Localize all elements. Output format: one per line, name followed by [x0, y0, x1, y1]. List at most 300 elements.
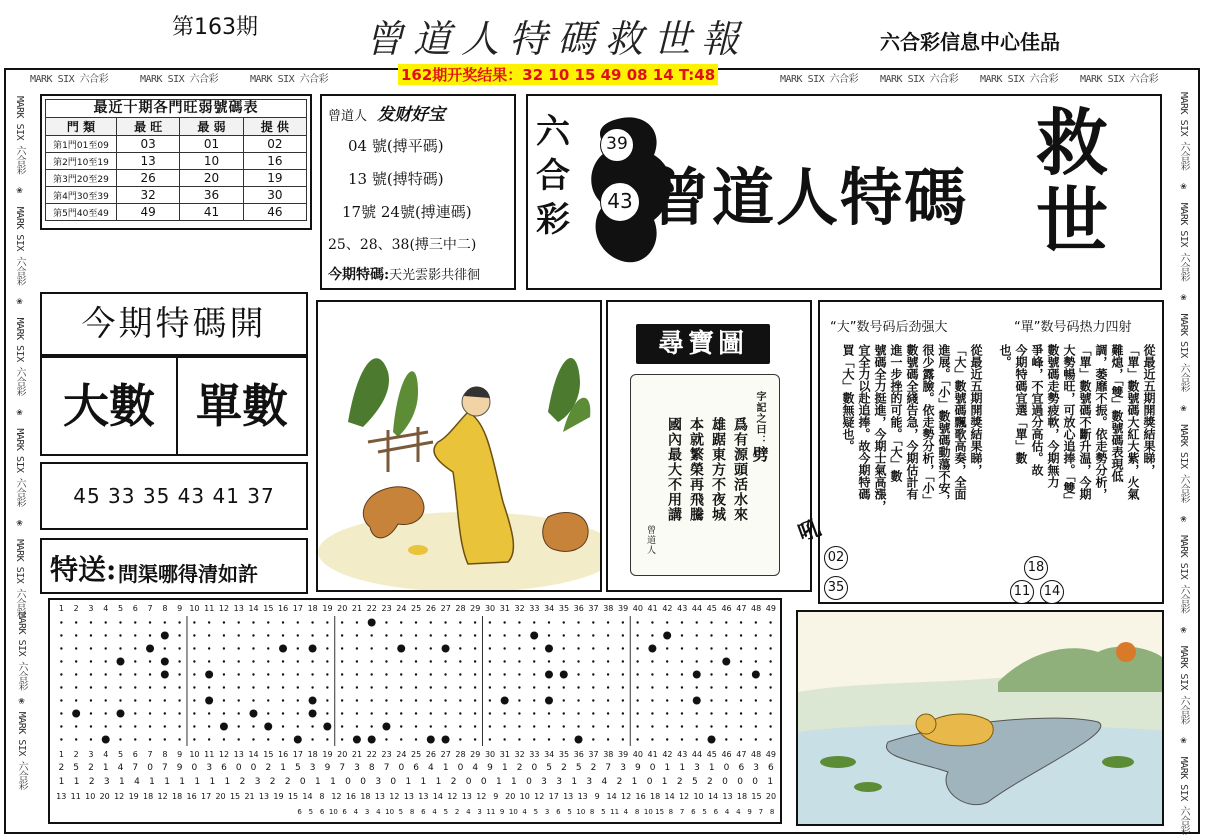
grid-dot: [193, 725, 195, 727]
grid-dot: [415, 738, 417, 740]
grid-dot: [636, 686, 638, 688]
grid-cell: 4: [724, 808, 730, 816]
grid-cell: 5: [117, 604, 124, 613]
grid-dot: [164, 647, 166, 649]
grid-dot: [311, 686, 313, 688]
grid-dot: [208, 621, 210, 623]
grid-cell: 10: [189, 604, 200, 613]
grid-dot: [75, 686, 77, 688]
grid-dot: [223, 699, 225, 701]
grid-cell: 17: [292, 604, 303, 613]
grid-cell: 15: [287, 792, 299, 801]
grid-dot: [134, 699, 136, 701]
analysis-text-column: 「單」數號碼大紅大紫，火氣: [1126, 344, 1140, 500]
grid-cell: 2: [616, 777, 623, 787]
grid-dot: [75, 660, 77, 662]
grid-cell: 4: [623, 808, 629, 816]
grid-dot: [696, 686, 698, 688]
grid-cell: 18: [736, 792, 748, 801]
grid-count-row: [54, 790, 778, 803]
grid-dot: [415, 686, 417, 688]
stats-row: [46, 170, 307, 187]
stats-value-cell: 20: [180, 170, 243, 187]
grid-dot: [474, 673, 476, 675]
grid-hit-dot: [309, 645, 317, 653]
analysis-column-right: [997, 344, 1156, 544]
grid-dot: [311, 738, 313, 740]
grid-dot: [725, 673, 727, 675]
grid-dot: [193, 686, 195, 688]
grid-dot: [119, 725, 121, 727]
grid-dot: [237, 699, 239, 701]
grid-dot: [90, 647, 92, 649]
grid-dot: [681, 712, 683, 714]
grid-cell: 9: [176, 763, 183, 773]
grid-cell: 19: [128, 792, 139, 801]
grid-cell: 0: [360, 777, 366, 787]
grid-dot: [400, 725, 402, 727]
illustration-scholar: [318, 302, 600, 590]
grid-cell: 29: [470, 750, 481, 759]
grid-cell: 12: [389, 792, 400, 801]
grid-dot: [592, 699, 594, 701]
grid-cell: 11: [204, 604, 215, 613]
grid-dot: [252, 621, 254, 623]
prediction-numbers: 45 33 35 43 41 37: [73, 484, 275, 508]
grid-dot: [105, 686, 107, 688]
grid-cell: 36: [573, 750, 584, 759]
grid-dot: [769, 660, 771, 662]
grid-hit-dot: [752, 671, 760, 679]
grid-dot: [105, 647, 107, 649]
grid-dot: [60, 712, 62, 714]
grid-hit-dot: [545, 645, 553, 653]
grid-dot: [400, 621, 402, 623]
grid-cell: 13: [56, 792, 67, 801]
treasure-caption: [750, 391, 769, 463]
grid-dot: [740, 660, 742, 662]
grid-dot: [237, 673, 239, 675]
grid-dot: [282, 673, 284, 675]
grid-cell: 19: [273, 792, 284, 801]
grid-dot: [370, 725, 372, 727]
prediction-right: 單數: [196, 379, 288, 433]
grid-cell: 39: [617, 604, 629, 613]
grid-dot: [223, 660, 225, 662]
grid-cell: 6: [297, 808, 302, 816]
grid-cell: 46: [721, 604, 732, 613]
grid-dot: [636, 738, 638, 740]
grid-hit-dot: [545, 671, 553, 679]
grid-dot: [149, 686, 151, 688]
grid-dot: [710, 660, 712, 662]
grid-dot: [769, 699, 771, 701]
grid-dot: [149, 660, 151, 662]
grid-dot: [149, 712, 151, 714]
grid-dot: [105, 712, 107, 714]
grid-dot: [282, 712, 284, 714]
special-send-box: [40, 538, 308, 594]
grid-dot: [400, 686, 402, 688]
grid-dot: [592, 660, 594, 662]
grid-dot: [503, 621, 505, 623]
grid-cell: 0: [457, 763, 464, 773]
grid-cell: 30: [484, 750, 496, 759]
grid-dot: [592, 634, 594, 636]
grid-dot: [326, 686, 328, 688]
grid-dot: [607, 712, 609, 714]
grid-dot: [134, 712, 136, 714]
watermark-text: MARK SIX 六合彩: [980, 74, 1059, 85]
grid-dot: [400, 660, 402, 662]
grid-dot: [105, 634, 107, 636]
grid-cell: 11: [70, 792, 81, 801]
grid-dot: [267, 673, 269, 675]
grid-dot: [326, 660, 328, 662]
grid-dot: [636, 621, 638, 623]
stats-table-title: 最近十期各門旺弱號碼表: [45, 99, 307, 117]
grid-dot: [326, 699, 328, 701]
grid-cell: 15: [655, 808, 665, 816]
grid-dot: [503, 673, 505, 675]
grid-dot: [90, 738, 92, 740]
grid-dot: [444, 621, 446, 623]
grid-cell: 47: [736, 604, 747, 613]
grid-dot: [341, 712, 343, 714]
grid-cell: 46: [721, 750, 732, 759]
grid-cell: 16: [278, 750, 289, 759]
grid-dot: [415, 660, 417, 662]
grid-dot: [75, 725, 77, 727]
left-watermark-column-lower: MARK SIX 六合彩 ❀ MARK SIX 六合彩: [16, 612, 27, 790]
grid-dot: [297, 673, 299, 675]
grid-hit-dot: [442, 645, 450, 653]
grid-cell: 3: [309, 763, 316, 773]
grid-cell: 3: [103, 777, 110, 787]
grid-dot: [208, 712, 210, 714]
grid-dot: [193, 712, 195, 714]
grid-cell: 3: [544, 808, 550, 816]
grid-dot: [385, 634, 387, 636]
grid-dot: [769, 621, 771, 623]
grid-dot: [341, 699, 343, 701]
grid-dot: [696, 660, 698, 662]
analysis-text-column: 從最近五期開獎結果睇，: [1142, 344, 1156, 476]
grid-cell: 0: [723, 763, 730, 773]
tips-box: [320, 94, 516, 290]
grid-dot: [666, 712, 668, 714]
grid-cell: 24: [396, 750, 407, 759]
grid-cell: 3: [620, 763, 626, 773]
grid-dot: [518, 699, 520, 701]
grid-cell: 18: [650, 792, 661, 801]
stats-gate-cell: 第4門30至39: [46, 187, 117, 204]
stats-value-cell: 30: [243, 187, 306, 204]
grid-dot: [533, 673, 535, 675]
grid-cell: 8: [589, 808, 595, 816]
grid-dot: [740, 738, 742, 740]
grid-dot: [769, 634, 771, 636]
grid-cell: 10: [189, 750, 200, 759]
grid-cell: 15: [263, 750, 274, 759]
stats-row: [46, 153, 307, 170]
grid-dot: [60, 621, 62, 623]
grid-hit-dot: [309, 697, 317, 705]
grid-dot: [60, 634, 62, 636]
grid-cell: 4: [117, 763, 124, 773]
stats-value-cell: 13: [117, 153, 180, 170]
grid-dot: [415, 647, 417, 649]
grid-cell: 13: [233, 750, 244, 759]
grid-dot: [755, 738, 757, 740]
grid-dot: [636, 712, 638, 714]
grid-dot: [577, 712, 579, 714]
watermark-text: MARK SIX 六合彩: [780, 74, 859, 85]
banner-title: 曾道人特碼: [648, 161, 969, 234]
grid-cell: 6: [421, 808, 426, 816]
analysis-text-column: 進展。「小」數號碼動蕩不安，: [937, 344, 951, 506]
treasure-box: [606, 300, 812, 592]
grid-dot: [622, 634, 624, 636]
grid-dot: [252, 660, 254, 662]
grid-dot: [459, 699, 461, 701]
grid-cell: 4: [432, 808, 437, 816]
grid-dot: [430, 634, 432, 636]
grid-cell: 4: [736, 808, 741, 816]
grid-cell: 25: [411, 604, 422, 613]
grid-cell: 5: [691, 777, 698, 787]
grid-dot: [636, 673, 638, 675]
grid-dot: [356, 634, 358, 636]
grid-dot: [385, 686, 387, 688]
grid-dot: [651, 712, 653, 714]
grid-cell: 5: [398, 808, 404, 816]
grid-cell: 1: [767, 777, 774, 787]
grid-hit-dot: [161, 671, 169, 679]
grid-dot: [607, 699, 609, 701]
grid-hit-dot: [693, 671, 701, 679]
grid-cell: 13: [563, 792, 574, 801]
grid-dot: [725, 738, 727, 740]
grid-hit-dot: [560, 671, 568, 679]
grid-dot: [164, 699, 166, 701]
grid-dot: [592, 673, 594, 675]
grid-dot: [90, 660, 92, 662]
watermark-text: MARK SIX 六合彩: [1080, 74, 1159, 85]
grid-dot: [459, 738, 461, 740]
analysis-text-column: 「單」數號碼不斷升温，今期: [1078, 344, 1092, 500]
grid-cell: 6: [768, 763, 774, 773]
stats-value-cell: 46: [243, 204, 306, 221]
analysis-text-column: 「大」數號碼飄歌高奏，全面: [953, 344, 967, 500]
grid-cell: 6: [132, 604, 138, 613]
grid-cell: 2: [450, 777, 457, 787]
analysis-text-column: 買「大」數無疑也。: [841, 344, 855, 452]
grid-cell: 9: [177, 604, 183, 613]
grid-dot: [548, 712, 550, 714]
grid-dot: [651, 673, 653, 675]
grid-hit-dot: [279, 645, 287, 653]
grid-dot: [518, 634, 520, 636]
grid-cell: 1: [118, 777, 125, 787]
grid-cell: 0: [390, 777, 397, 787]
grid-cell: 7: [758, 808, 764, 816]
grid-dot: [740, 621, 742, 623]
grid-cell: 13: [722, 792, 733, 801]
grid-cell: 11: [486, 808, 496, 816]
grid-dot: [563, 660, 565, 662]
stats-value-cell: 16: [243, 153, 306, 170]
grid-dot: [134, 660, 136, 662]
grid-dot: [474, 647, 476, 649]
poem-line: 本就繁榮再飛騰: [688, 417, 704, 522]
stats-col-header: 最 旺: [117, 118, 180, 136]
grid-cell: 14: [302, 792, 313, 801]
grid-dot: [134, 725, 136, 727]
grid-dot: [311, 660, 313, 662]
grid-cell: 5: [567, 808, 572, 816]
grid-cell: 49: [765, 750, 776, 759]
grid-dot: [75, 738, 77, 740]
grid-cell: 7: [147, 750, 153, 759]
grid-cell: 0: [480, 777, 487, 787]
grid-dot: [503, 686, 505, 688]
grid-cell: 9: [487, 763, 493, 773]
grid-dot: [134, 621, 136, 623]
caption-label: 字記之曰：: [754, 391, 765, 446]
grid-dot: [237, 647, 239, 649]
grid-dot: [710, 686, 712, 688]
grid-cell: 28: [455, 750, 466, 759]
grid-dot: [237, 712, 239, 714]
analysis-text-column: 也。: [998, 344, 1012, 368]
grid-cell: 7: [147, 604, 153, 613]
grid-cell: 14: [248, 750, 259, 759]
grid-cell: 5: [601, 808, 606, 816]
grid-dot: [252, 673, 254, 675]
right-watermark-column: MARK SIX 六合彩 ❀ MARK SIX 六合彩 ❀ MARK SIX 六合彩 ❀ MARK SIX 六合彩 ❀ MARK SIX 六合彩 ❀ MARK SIX 六合彩 ❀ MARK SIX 六合彩: [1178, 92, 1189, 835]
grid-dot: [178, 712, 180, 714]
grid-cell: 3: [354, 763, 360, 773]
grid-dot: [415, 634, 417, 636]
stats-value-cell: 36: [180, 187, 243, 204]
stats-col-header: 門 類: [46, 118, 117, 136]
grid-hit-dot: [294, 736, 302, 744]
analysis-text-column: 大勢暢旺，可放心追捧。「雙」: [1062, 344, 1076, 506]
grid-dot: [341, 686, 343, 688]
grid-cell: 2: [676, 777, 683, 787]
grid-cell: 20: [765, 792, 777, 801]
grid-hit-dot: [708, 736, 716, 744]
grid-dot: [341, 621, 343, 623]
grid-dot: [622, 647, 624, 649]
grid-hit-dot: [382, 723, 390, 731]
grid-cell: 49: [765, 604, 776, 613]
grid-dot: [563, 647, 565, 649]
grid-cell: 45: [706, 750, 717, 759]
grid-dot: [178, 699, 180, 701]
stats-value-cell: 26: [117, 170, 180, 187]
grid-cell: 17: [200, 792, 212, 801]
grid-cell: 0: [250, 763, 257, 773]
grid-cell: 2: [58, 763, 65, 773]
grid-cell: 1: [58, 750, 64, 759]
grid-dot: [622, 738, 624, 740]
grid-cell: 10: [508, 808, 518, 816]
grid-cell: 12: [476, 792, 487, 801]
grid-dot: [489, 699, 491, 701]
grid-cell: 13: [577, 792, 588, 801]
stats-table-box: [40, 94, 312, 230]
grid-dot: [164, 725, 166, 727]
grid-dot: [326, 647, 328, 649]
number-grid-box: [48, 598, 782, 824]
issue-number: 第163期: [172, 15, 258, 40]
tips-brand: 发财好宝: [377, 105, 446, 125]
grid-dot: [415, 673, 417, 675]
grid-dot: [356, 725, 358, 727]
grid-cell: 20: [99, 792, 110, 801]
grid-dot: [740, 673, 742, 675]
grid-dot: [356, 686, 358, 688]
grid-cell: 4: [472, 763, 479, 773]
grid-dot: [651, 621, 653, 623]
grid-dot: [651, 725, 653, 727]
grid-cell: 0: [191, 763, 198, 773]
grid-dot: [297, 712, 299, 714]
grid-dot: [607, 673, 609, 675]
grid-dot: [725, 634, 727, 636]
grid-cell: 20: [215, 792, 226, 801]
grid-cell: 2: [516, 763, 523, 773]
grid-dot: [341, 647, 343, 649]
grid-dot: [710, 634, 712, 636]
grid-dot: [533, 712, 535, 714]
grid-dot: [474, 699, 476, 701]
grid-dot: [237, 634, 239, 636]
grid-dot: [740, 686, 742, 688]
grid-cell: 13: [258, 792, 270, 801]
grid-cell: 20: [337, 604, 348, 613]
grid-dot: [681, 686, 683, 688]
grid-dot: [119, 647, 121, 649]
grid-cell: 1: [405, 777, 412, 787]
grid-dot: [430, 660, 432, 662]
grid-dot: [769, 738, 771, 740]
grid-dot: [503, 712, 505, 714]
grid-cell: 2: [73, 604, 79, 613]
grid-cell: 4: [428, 763, 434, 773]
illustration-dog: [798, 612, 1162, 824]
grid-dot: [577, 621, 579, 623]
grid-dot: [651, 634, 653, 636]
poem-author: 曾道人: [645, 525, 655, 555]
grid-cell: 12: [447, 792, 458, 801]
watermark-text: MARK SIX 六合彩: [140, 74, 219, 85]
grid-dot: [430, 621, 432, 623]
grid-dot: [725, 686, 727, 688]
grid-dot: [563, 621, 565, 623]
grid-dot: [267, 712, 269, 714]
grid-dot: [370, 647, 372, 649]
banner-ball: 43: [600, 182, 640, 222]
grid-dot: [90, 673, 92, 675]
grid-cell: 1: [194, 777, 201, 787]
grid-cell: 4: [466, 808, 471, 816]
grid-dot: [193, 634, 195, 636]
grid-dot: [385, 699, 387, 701]
tips-line: 04 號(搏平碼): [348, 137, 444, 155]
